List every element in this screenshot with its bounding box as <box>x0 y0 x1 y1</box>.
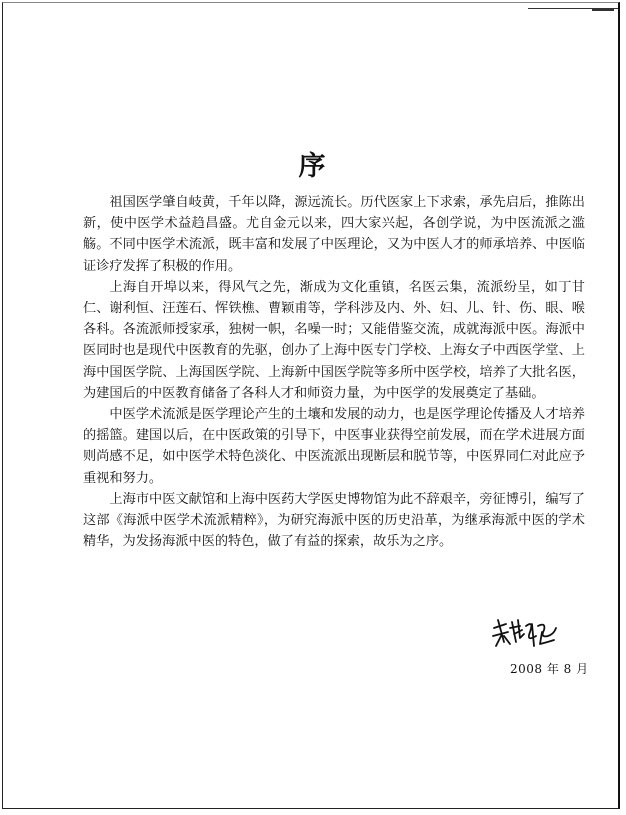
paragraph: 祖国医学肇自岐黄，千年以降，源远流长。历代医家上下求索，承先启后，推陈出新，使中医学术益趋昌盛。尤自金元以来，四大家兴起，各创学说，为中医流派之滥觞。不同中医学术流派，既丰富和发展了中医理论，又为中医人才的师承培养、中医临证诊疗发挥了积极的作用。 <box>83 195 585 274</box>
handwritten-signature <box>490 612 560 652</box>
paragraph: 中医学术流派是医学理论产生的土壤和发展的动力，也是医学理论传播及人才培养的摇篮。建国以后，在中医政策的引导下，中医事业获得空前发展，而在学术进展方面则尚感不足，如中医学术特色淡化、中医流派出现断层和脱节等，中医界同仁对此应予重视和努力。 <box>83 407 585 486</box>
top-edge-mark <box>528 6 618 12</box>
preface-date: 2008 年 8 月 <box>510 662 589 676</box>
preface-body <box>83 192 585 552</box>
preface-title: 序 <box>298 151 328 183</box>
paragraph: 上海自开埠以来，得风气之先，渐成为文化重镇，名医云集，流派纷呈，如丁甘仁、谢利恒、汪莲石、恽铁樵、曹颖甫等，学科涉及内、外、妇、儿、针、伤、眼、喉各科。各流派师授家承，独树一帜，名噪一时；又能借鉴交流，成就海派中医。海派中医同时也是现代中医教育的先驱，创办了上海中医专门学校、上海女子中西医学堂、上海中国医学院、上海国医学院、上海新中国医学院等多所中医学校，培养了大批名医，为建国后的中医教育储备了各科人才和师资力量，为中医学的发展奠定了基础。 <box>83 279 585 401</box>
paragraph: 上海市中医文献馆和上海中医药大学医史博物馆为此不辞艰辛，旁征博引，编写了这部《海派中医学术流派精粹》，为研究海派中医的历史沿革，为继承海派中医的学术精华，为发扬海派中医的特色，做了有益的探索，故乐为之序。 <box>83 491 585 550</box>
